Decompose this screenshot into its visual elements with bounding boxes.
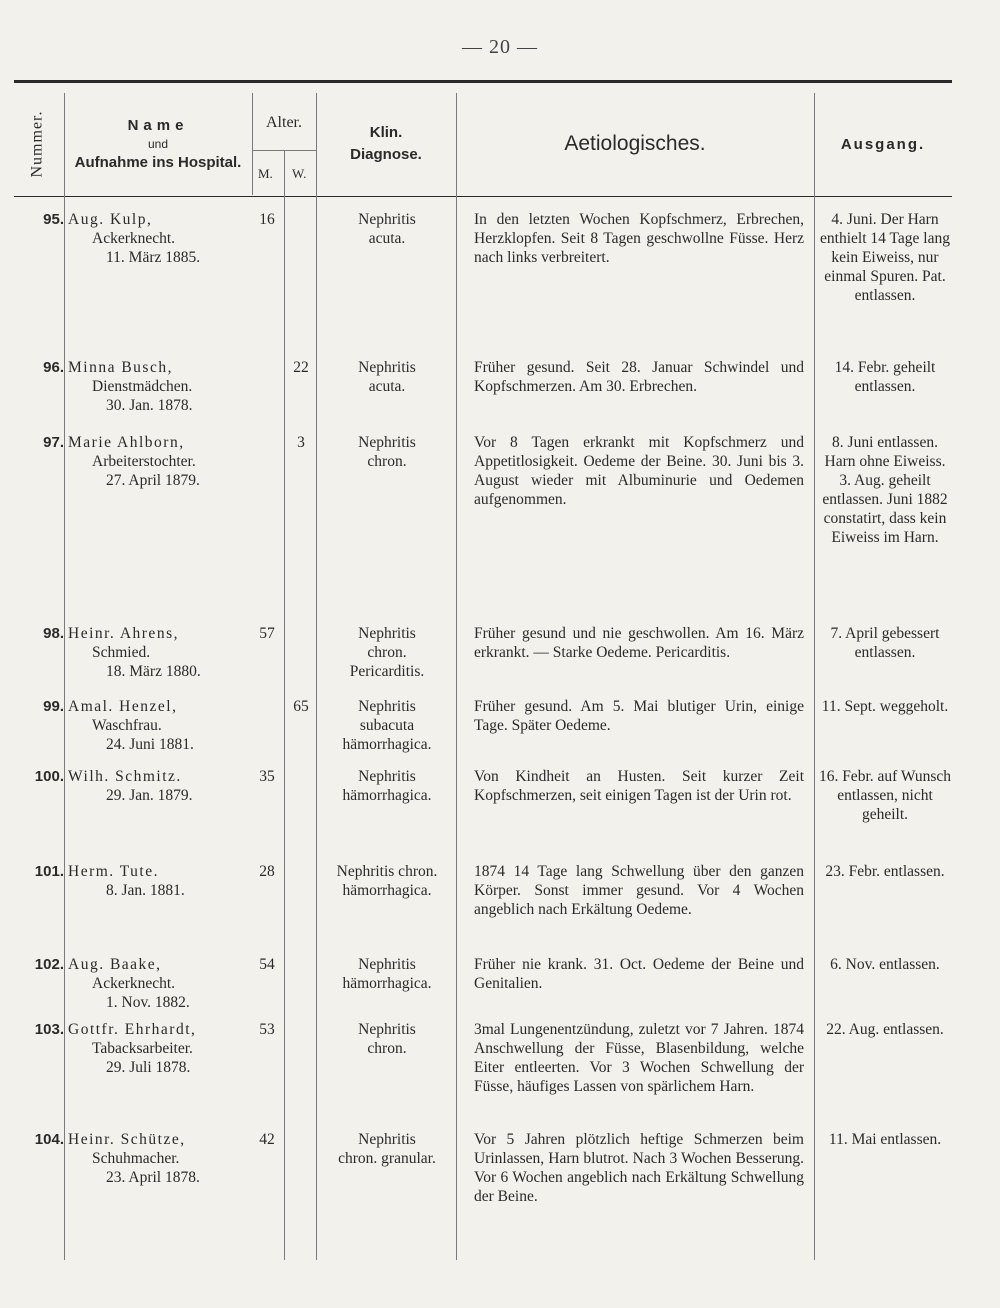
patient-cell	[68, 697, 252, 754]
patient-number: 102.	[34, 956, 64, 973]
page-number: — 20 —	[462, 36, 538, 58]
diagnosis-line: Nephritis	[358, 1021, 416, 1038]
patient-cell	[68, 210, 252, 267]
aetiology-text: Früher nie krank. 31. Oct. Oedeme der Beine und Genitalien.	[474, 956, 804, 992]
header-nummer: Nummer.	[28, 110, 45, 178]
patient-cell	[68, 1020, 252, 1077]
patient-occupation: Schmied.	[92, 644, 151, 661]
patient-occupation: Dienstmädchen.	[92, 378, 193, 395]
outcome-text: 23. Febr. entlassen.	[825, 863, 945, 880]
column-divider	[252, 93, 253, 195]
patient-number: 97.	[43, 434, 64, 451]
alter-subrule	[252, 150, 316, 151]
age-male: 16	[259, 211, 275, 228]
outcome-text: 4. Juni. Der Harn enthielt 14 Tage lang kein Eiweiss, nur einmal Spuren. Pat. entlassen.	[820, 211, 950, 304]
patient-name: Aug. Kulp,	[68, 211, 153, 228]
diagnosis-line: acuta.	[368, 378, 406, 395]
patient-name: Heinr. Schütze,	[68, 1131, 186, 1148]
header-name-line1: Name	[127, 117, 189, 134]
patient-cell	[68, 358, 252, 415]
header-diag-line1: Klin.	[369, 124, 403, 141]
header-rule	[14, 196, 952, 197]
diagnosis-line: Nephritis	[358, 768, 416, 785]
patient-occupation: Ackerknecht.	[92, 975, 176, 992]
header-name	[64, 93, 252, 195]
age-female: 3	[297, 434, 305, 451]
patient-number: 101.	[34, 863, 64, 880]
age-male: 42	[259, 1131, 275, 1148]
patient-name: Marie Ahlborn,	[68, 434, 185, 451]
patient-cell	[68, 433, 252, 490]
age-male: 35	[259, 768, 275, 785]
header-alter-m: M.	[258, 166, 273, 181]
admission-date: 18. März 1880.	[106, 663, 201, 680]
column-divider	[316, 93, 317, 1260]
diagnosis-cell	[318, 624, 456, 681]
column-divider	[456, 93, 457, 1260]
column-divider	[64, 93, 65, 1260]
diagnosis-line: Nephritis	[358, 956, 416, 973]
outcome-text: 6. Nov. entlassen.	[830, 956, 940, 973]
diagnosis-line: hämorrhagica.	[342, 882, 432, 899]
patient-number: 95.	[43, 211, 64, 228]
aetiology-text: 3mal Lungenentzündung, zuletzt vor 7 Jahren. 1874 Anschwellung der Füsse, Blasenbildung, welche Eiter entleerten. Vor 3 Wochen Schwellung der Füsse, häufiges Lassen von spärlichem Harn.	[474, 1021, 804, 1095]
admission-date: 8. Jan. 1881.	[106, 882, 185, 899]
diagnosis-line: Nephritis chron.	[336, 863, 438, 880]
header-ausgang: Ausgang.	[840, 135, 926, 153]
patient-number: 99.	[43, 698, 64, 715]
admission-date: 23. April 1878.	[106, 1169, 200, 1186]
outcome-text: 22. Aug. entlassen.	[826, 1021, 944, 1038]
patient-name: Wilh. Schmitz.	[68, 768, 182, 785]
diagnosis-line: Nephritis	[358, 434, 416, 451]
age-female: 65	[293, 698, 309, 715]
column-divider	[814, 93, 815, 1260]
patient-cell	[68, 862, 252, 900]
header-aetiologie: Aetiologisches.	[564, 132, 706, 155]
admission-date: 1. Nov. 1882.	[106, 994, 190, 1011]
patient-occupation: Ackerknecht.	[92, 230, 176, 247]
diagnosis-line: Nephritis	[358, 359, 416, 376]
diagnosis-cell	[318, 1130, 456, 1168]
diagnosis-cell	[318, 1020, 456, 1058]
aetiology-text: Von Kindheit an Husten. Seit kurzer Zeit Kopfschmerzen, seit einigen Tagen ist der Urin rot.	[474, 768, 804, 804]
diagnosis-cell	[318, 697, 456, 754]
diagnosis-cell	[318, 955, 456, 993]
diagnosis-line: chron.	[367, 453, 407, 470]
patient-name: Amal. Henzel,	[68, 698, 178, 715]
patient-cell	[68, 767, 252, 805]
admission-date: 29. Juli 1878.	[106, 1059, 191, 1076]
patient-occupation: Tabacksarbeiter.	[92, 1040, 193, 1057]
patient-occupation: Schuhmacher.	[92, 1150, 180, 1167]
patient-name: Heinr. Ahrens,	[68, 625, 179, 642]
diagnosis-line: chron. granular.	[338, 1150, 436, 1167]
patient-number: 96.	[43, 359, 64, 376]
age-female: 22	[293, 359, 309, 376]
diagnosis-cell	[318, 358, 456, 396]
aetiology-text: Früher gesund. Am 5. Mai blutiger Urin, einige Tage. Später Oedeme.	[474, 698, 804, 734]
diagnosis-line: Nephritis	[358, 625, 416, 642]
diagnosis-cell	[318, 210, 456, 248]
diagnosis-line: hämorrhagica.	[342, 736, 432, 753]
patient-cell	[68, 1130, 252, 1187]
patient-occupation: Arbeiterstochter.	[92, 453, 196, 470]
admission-date: 24. Juni 1881.	[106, 736, 194, 753]
header-name-line2: und	[147, 137, 169, 151]
outcome-text: 16. Febr. auf Wunsch entlassen, nicht geheilt.	[818, 768, 952, 823]
aetiology-text: In den letzten Wochen Kopfschmerz, Erbrechen, Herzklopfen. Seit 8 Tagen geschwollne Füsse. Herz nach links verbreitert.	[474, 211, 804, 266]
aetiology-text: Früher gesund und nie geschwollen. Am 16. März erkrankt. — Starke Oedeme. Pericarditis.	[474, 625, 804, 661]
patient-cell	[68, 955, 252, 1012]
age-male: 54	[259, 956, 275, 973]
diagnosis-line: chron.	[367, 644, 407, 661]
outcome-text: 11. Mai entlassen.	[828, 1131, 942, 1148]
diagnosis-line: Nephritis	[358, 698, 416, 715]
header-alter-w: W.	[292, 166, 307, 181]
patient-name: Herm. Tute.	[68, 863, 159, 880]
patient-number: 103.	[34, 1021, 64, 1038]
patient-name: Aug. Baake,	[68, 956, 162, 973]
diagnosis-cell	[318, 433, 456, 471]
diagnosis-line: chron.	[367, 1040, 407, 1057]
header-alter: Alter.	[266, 114, 302, 131]
top-rule	[14, 80, 952, 83]
diagnosis-line: Nephritis	[358, 1131, 416, 1148]
diagnosis-line: hämorrhagica.	[342, 787, 432, 804]
admission-date: 29. Jan. 1879.	[106, 787, 193, 804]
aetiology-text: Vor 5 Jahren plötzlich heftige Schmerzen beim Urinlassen, Harn blutrot. Nach 3 Wochen Besserung. Vor 6 Wochen angeblich nach Erkältung Schwellung der Beine.	[474, 1131, 804, 1205]
diagnosis-line: Pericarditis.	[349, 663, 425, 680]
admission-date: 11. März 1885.	[106, 249, 201, 266]
age-male: 53	[259, 1021, 275, 1038]
diagnosis-cell	[318, 767, 456, 805]
aetiology-text: Vor 8 Tagen erkrankt mit Kopfschmerz und Appetitlosigkeit. Oedeme der Beine. 30. Juni bis 3. August wieder mit Albuminurie und Oedemen aufgenommen.	[474, 434, 804, 508]
diagnosis-line: subacuta	[359, 717, 415, 734]
patient-name: Minna Busch,	[68, 359, 173, 376]
outcome-text: 7. April gebessert entlassen.	[830, 625, 940, 661]
diagnosis-line: acuta.	[368, 230, 406, 247]
aetiology-text: Früher gesund. Seit 28. Januar Schwindel und Kopfschmerzen. Am 30. Erbrechen.	[474, 359, 804, 395]
patient-number: 98.	[43, 625, 64, 642]
patient-occupation: Waschfrau.	[92, 717, 162, 734]
header-diagnose	[316, 93, 456, 195]
patient-cell	[68, 624, 252, 681]
outcome-text: 14. Febr. geheilt entlassen.	[834, 359, 936, 395]
diagnosis-line: Nephritis	[358, 211, 416, 228]
outcome-text: 8. Juni entlassen. Harn ohne Eiweiss. 3. Aug. geheilt entlassen. Juni 1882 constatirt, dass kein Eiweiss im Harn.	[822, 434, 948, 546]
patient-number: 104.	[34, 1131, 64, 1148]
diagnosis-line: hämorrhagica.	[342, 975, 432, 992]
outcome-text: 11. Sept. weggeholt.	[821, 698, 949, 715]
aetiology-text: 1874 14 Tage lang Schwellung über den ganzen Körper. Sonst immer gesund. Vor 4 Wochen angeblich nach Erkältung Oedeme.	[474, 863, 804, 918]
header-diag-line2: Diagnose.	[350, 146, 422, 163]
age-male: 57	[259, 625, 275, 642]
diagnosis-cell	[318, 862, 456, 900]
patient-name: Gottfr. Ehrhardt,	[68, 1021, 197, 1038]
header-name-line3: Aufnahme ins Hospital.	[74, 154, 242, 171]
column-divider	[284, 150, 285, 1260]
admission-date: 27. April 1879.	[106, 472, 200, 489]
patient-number: 100.	[34, 768, 64, 785]
admission-date: 30. Jan. 1878.	[106, 397, 193, 414]
age-male: 28	[259, 863, 275, 880]
